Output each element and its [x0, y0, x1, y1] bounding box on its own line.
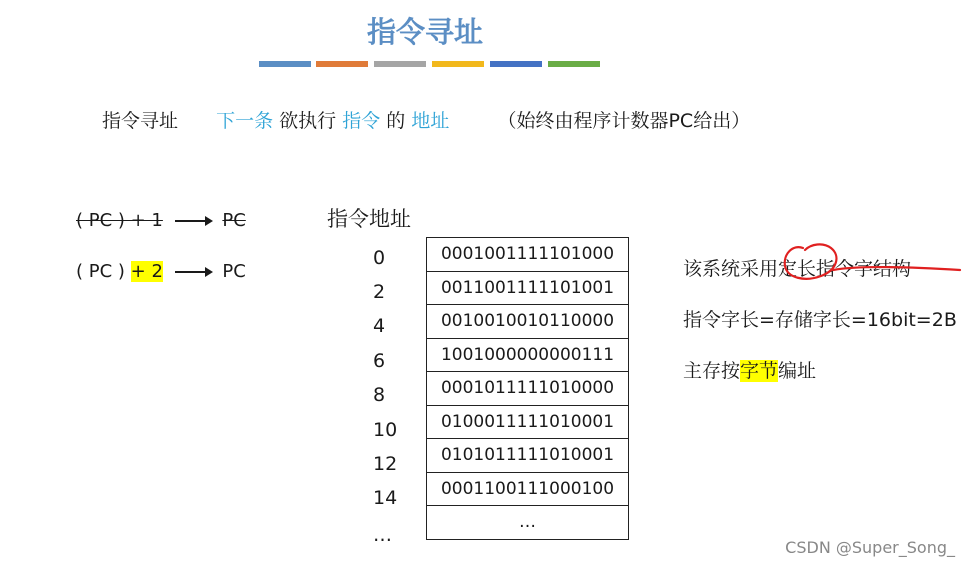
memory-row	[427, 338, 629, 372]
color-bar-segment	[316, 61, 368, 67]
address-label: 0	[373, 247, 386, 269]
color-bar-segment	[548, 61, 600, 67]
pc-rule-new-increment: + 2	[130, 261, 163, 282]
memory-cell: 0010010010110000	[427, 305, 629, 339]
definition-of: 的	[386, 110, 406, 132]
note-fixed-length-pre: 该系统采用	[683, 258, 779, 280]
note-byte-addressing-highlight: 字节	[740, 360, 779, 382]
color-bar-segment	[490, 61, 542, 67]
definition-label: 指令寻址	[102, 110, 179, 132]
pc-rule-old-right: PC	[222, 210, 246, 231]
address-label: 6	[373, 350, 386, 372]
color-bar-segment	[374, 61, 426, 67]
definition-note: （始终由程序计数器PC给出）	[497, 110, 751, 132]
page-title: 指令寻址	[366, 15, 483, 49]
memory-row	[427, 472, 629, 506]
address-header: 指令地址	[327, 207, 411, 231]
pc-rule-old-left: ( PC ) + 1	[76, 210, 163, 231]
memory-cell: 0100011111010001	[427, 405, 629, 439]
address-label: 14	[373, 487, 398, 509]
pc-rule-new-pc: ( PC )	[76, 261, 125, 282]
memory-cell: …	[427, 506, 629, 540]
pc-rule-old	[76, 210, 246, 231]
handwritten-circle-mark	[775, 236, 965, 288]
memory-table	[426, 237, 629, 540]
note-byte-addressing-pre: 主存按	[683, 360, 741, 382]
memory-row	[427, 238, 629, 272]
memory-cell: 0011001111101001	[427, 271, 629, 305]
memory-row	[427, 271, 629, 305]
memory-row	[427, 372, 629, 406]
note-fixed-length-post: 指令字结构	[816, 258, 912, 280]
color-bar-segment	[259, 61, 311, 67]
memory-row	[427, 506, 629, 540]
watermark: CSDN @Super_Song_	[785, 538, 955, 557]
definition-instruction: 指令	[342, 110, 381, 132]
note-byte-addressing-post: 编址	[778, 360, 817, 382]
note-fixed-length-mark: 定长	[778, 258, 817, 280]
pc-rule-new	[76, 261, 246, 282]
address-label: 4	[373, 315, 386, 337]
definition-address: 地址	[411, 110, 450, 132]
definition-line	[102, 106, 750, 133]
pc-rule-new-right: PC	[222, 261, 246, 282]
color-bar-segment	[432, 61, 484, 67]
memory-cell: 0001001111101000	[427, 238, 629, 272]
note-byte-addressing	[683, 356, 816, 383]
definition-execute: 欲执行	[279, 110, 337, 132]
definition-next: 下一条	[216, 110, 274, 132]
memory-row	[427, 439, 629, 473]
address-label: 8	[373, 384, 386, 406]
memory-row	[427, 305, 629, 339]
memory-cell: 0001011111010000	[427, 372, 629, 406]
address-label: …	[373, 524, 392, 546]
memory-cell: 1001000000000111	[427, 338, 629, 372]
arrow-icon	[175, 271, 211, 273]
address-label: 12	[373, 453, 398, 475]
address-label: 10	[373, 419, 398, 441]
note-word-length: 指令字长=存储字长=16bit=2B	[683, 309, 957, 331]
memory-row	[427, 405, 629, 439]
address-label: 2	[373, 281, 386, 303]
memory-cell: 0101011111010001	[427, 439, 629, 473]
arrow-icon	[175, 220, 211, 222]
memory-cell: 0001100111000100	[427, 472, 629, 506]
